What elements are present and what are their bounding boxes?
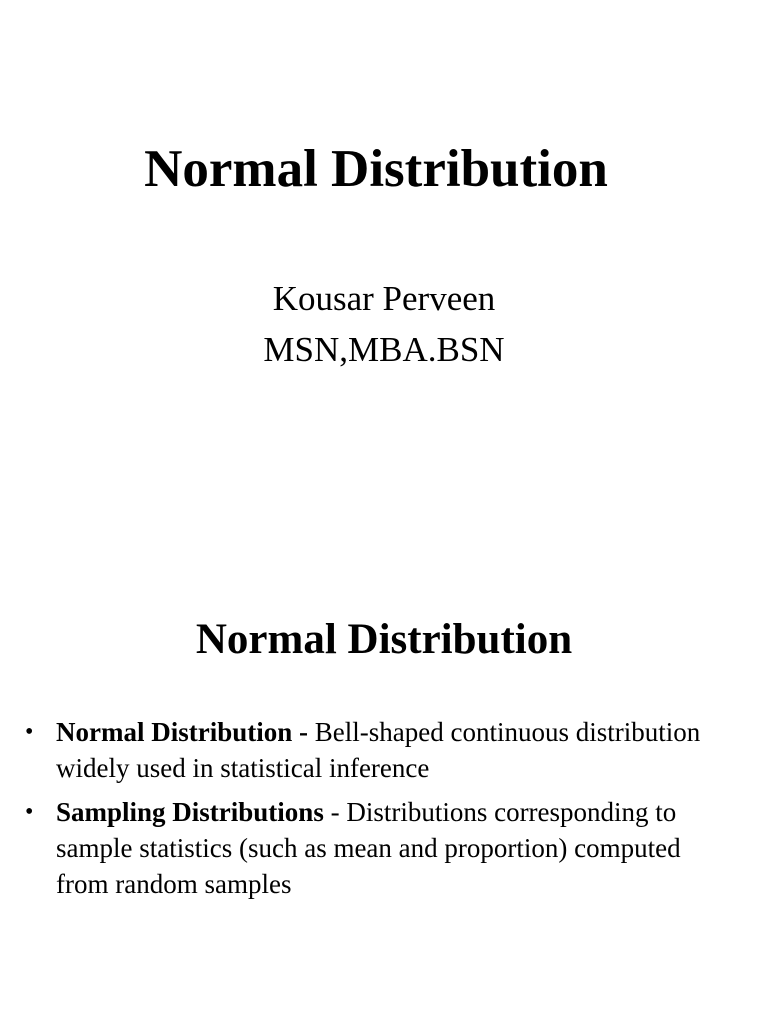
slide-title: Normal Distribution [195, 616, 573, 663]
slide-subtitle [0, 278, 768, 370]
bullet-term: Sampling Distributions [56, 797, 324, 827]
content-slide [0, 512, 768, 1024]
bullet-item [0, 714, 768, 786]
author-name: Kousar Perveen [272, 279, 496, 318]
bullet-marker: • [25, 719, 34, 745]
bullet-list [0, 714, 768, 910]
bullet-term: Normal Distribution - [56, 717, 308, 747]
bullet-marker: • [25, 799, 34, 825]
bullet-text: Bell-shaped continuous distribution widely used in statistical inference [56, 717, 701, 783]
bullet-item [0, 794, 768, 902]
bullet-text: - Distributions corresponding to sample statistics (such as mean and proportion) computed from random samples [56, 797, 681, 899]
author-credentials: MSN,MBA.BSN [263, 330, 505, 369]
slide-title: Normal Distribution [144, 140, 608, 198]
